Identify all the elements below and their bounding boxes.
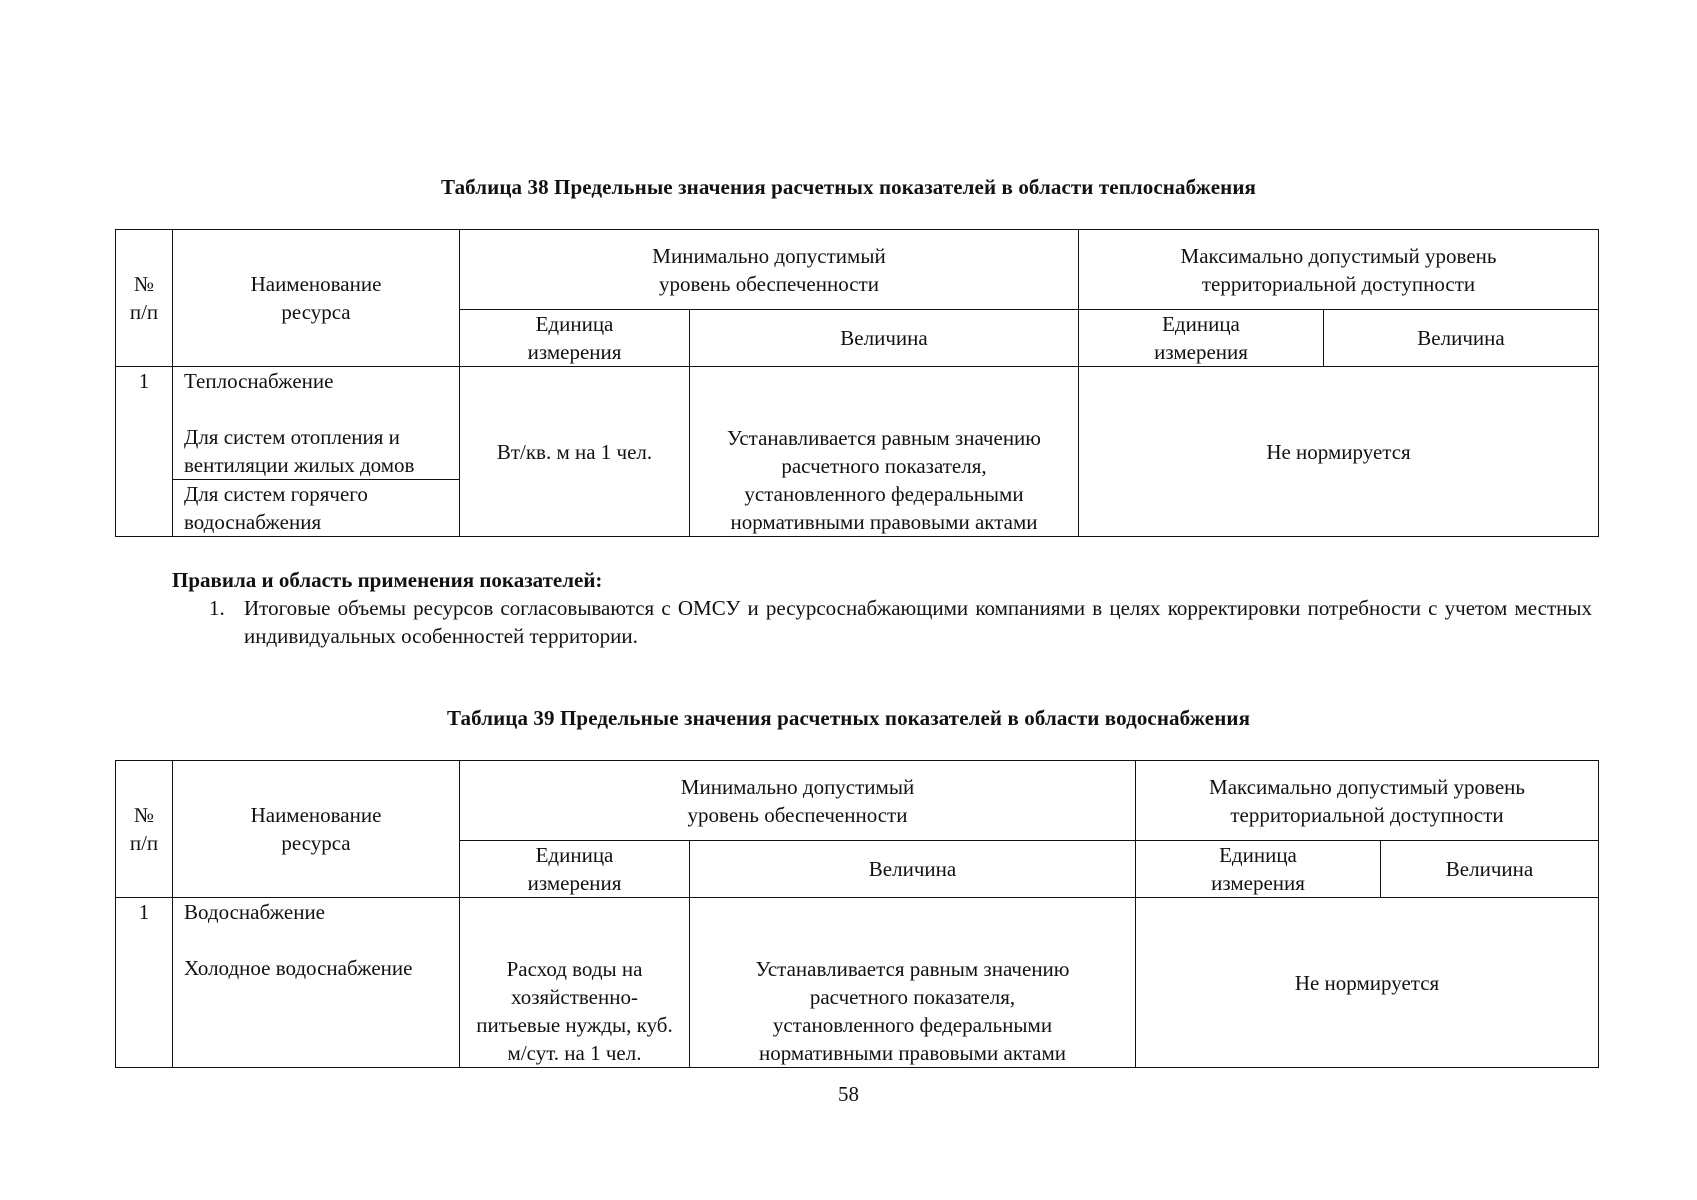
row-num: 1 — [116, 367, 173, 537]
rules-heading: Правила и область применения показателей: — [172, 568, 603, 592]
resource-name: Теплоснабжение — [184, 369, 334, 393]
table-38 — [115, 229, 1599, 537]
header-max-unit: Единица измерения — [1136, 841, 1381, 898]
row-value: Устанавливается равным значению расчетного показателя, установленного федеральными нормативными правовыми актами — [690, 898, 1136, 1068]
resource-sub-cold-water: Холодное водоснабжение — [184, 956, 413, 980]
rules-item — [172, 594, 1592, 650]
header-unit: Единица измерения — [460, 841, 690, 898]
rules-section — [172, 566, 1592, 650]
header-unit: Единица измерения — [460, 310, 690, 367]
row-num: 1 — [116, 898, 173, 1068]
header-resource-name: Наименование ресурса — [173, 230, 460, 367]
header-max-group: Максимально допустимый уровень территориальной доступности — [1136, 761, 1599, 841]
header-num: № п/п — [116, 761, 173, 898]
row-unit: Вт/кв. м на 1 чел. — [460, 367, 690, 537]
row-resource — [173, 898, 460, 1068]
resource-name: Водоснабжение — [184, 900, 326, 924]
header-max-unit: Единица измерения — [1079, 310, 1324, 367]
resource-sub-heating: Для систем отопления и вентиляции жилых домов — [184, 425, 415, 477]
header-max-value: Величина — [1324, 310, 1599, 367]
table-39-caption: Таблица 39 Предельные значения расчетных показателей в области водоснабжения — [446, 706, 1251, 730]
row-max: Не нормируется — [1079, 367, 1599, 537]
row-resource — [173, 367, 460, 480]
row-unit: Расход воды на хозяйственно-питьевые нужды, куб. м/сут. на 1 чел. — [460, 898, 690, 1068]
header-resource-name: Наименование ресурса — [173, 761, 460, 898]
header-max-value: Величина — [1381, 841, 1599, 898]
table-38-caption: Таблица 38 Предельные значения расчетных показателей в области теплоснабжения — [440, 175, 1257, 199]
header-min-group: Минимально допустимый уровень обеспеченности — [460, 230, 1079, 310]
row-max: Не нормируется — [1136, 898, 1599, 1068]
rules-item-number: 1. — [209, 596, 225, 620]
header-max-group: Максимально допустимый уровень территориальной доступности — [1079, 230, 1599, 310]
table-39 — [115, 760, 1599, 1068]
rules-item-text: Итоговые объемы ресурсов согласовываются с ОМСУ и ресурсоснабжающими компаниями в целях корректировки потребности с учетом местных индивидуальных особенностей территории. — [244, 596, 1592, 648]
header-value: Величина — [690, 310, 1079, 367]
header-num: № п/п — [116, 230, 173, 367]
header-value: Величина — [690, 841, 1136, 898]
page-number: 58 — [838, 1082, 859, 1106]
resource-sub-hot-water: Для систем горячего водоснабжения — [173, 480, 460, 537]
row-value: Устанавливается равным значению расчетного показателя, установленного федеральными нормативными правовыми актами — [690, 367, 1079, 537]
header-min-group: Минимально допустимый уровень обеспеченности — [460, 761, 1136, 841]
